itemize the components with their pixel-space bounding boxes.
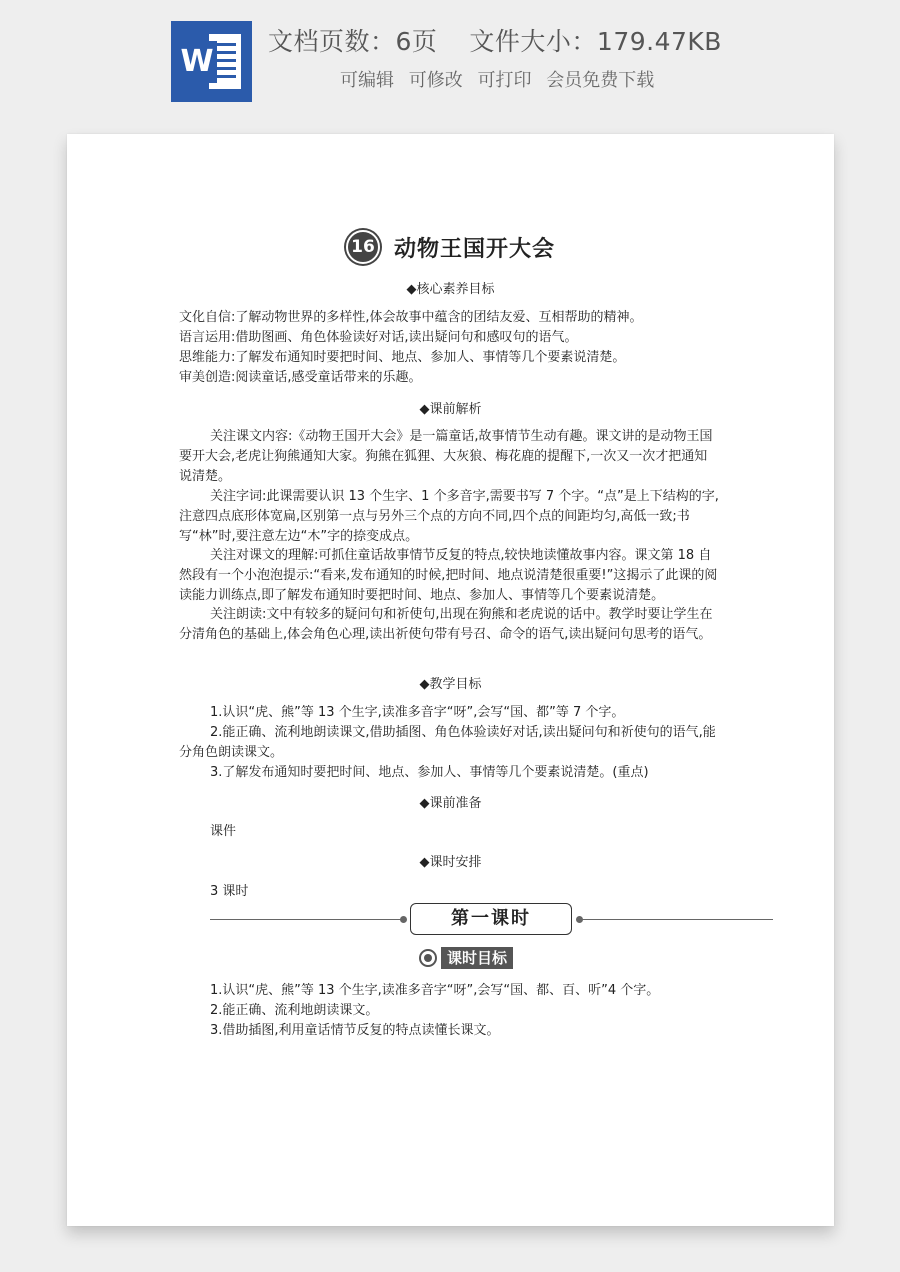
goal-item: 3.了解发布通知时要把时间、地点、参加人、事情等几个要素说清楚。(重点) xyxy=(210,765,649,780)
banner-rule-right xyxy=(582,919,773,920)
core-line: 审美创造:阅读童话,感受童话带来的乐趣。 xyxy=(179,370,422,385)
document-page xyxy=(67,134,834,1226)
first-lesson-title: 第一课时 xyxy=(410,903,572,935)
word-document-icon xyxy=(171,21,252,102)
lesson-target-label: 课时目标 xyxy=(441,947,513,969)
lesson-title: 动物王国开大会 xyxy=(393,236,555,262)
lesson-goal-item: 1.认识“虎、熊”等 13 个生字,读准多音字“呀”,会写“国、都、百、听”4 个字。 xyxy=(210,983,660,998)
document-stats xyxy=(268,22,722,58)
lesson-goal-item: 2.能正确、流利地朗读课文。 xyxy=(210,1003,379,1018)
page-count: 文档页数：6页 xyxy=(268,27,438,56)
goal-item: 2.能正确、流利地朗读课文,借助插图、角色体验读好对话,读出疑问句和祈使句的语气,能分角色朗读课文。 xyxy=(179,725,716,760)
analysis-paragraph: 关注对课文的理解:可抓住童话故事情节反复的特点,较快地读懂故事内容。课文第 18 自然段有一个小泡泡提示:“看来,发布通知的时候,把时间、地点说清楚很重要!”这揭示了此课的阅读能力训练点,即了解发布通知时要把时间、地点、参加人、事情等几个要素说清楚。 xyxy=(179,548,718,603)
file-size: 文件大小：179.47KB xyxy=(469,27,722,56)
prep-text: 课件 xyxy=(210,824,237,839)
section-heading-analysis: ◆课前解析 xyxy=(419,402,482,417)
core-line: 文化自信:了解动物世界的多样性,体会故事中蕴含的团结友爱、互相帮助的精神。 xyxy=(179,310,643,325)
section-heading-goals: ◆教学目标 xyxy=(419,677,482,692)
banner-dot-left xyxy=(400,916,407,923)
feature-modifiable: 可修改 xyxy=(408,70,463,91)
feature-printable: 可打印 xyxy=(477,70,532,91)
first-lesson-banner xyxy=(210,903,773,937)
analysis-paragraph: 关注字词:此课需要认识 13 个生字、1 个多音字,需要书写 7 个字。“点”是上下结构的字,注意四点底形体宽扁,区别第一点与另外三个点的方向不同,四个点的间距均匀,高低一致;书写“林”时,要注意左边“木”字的捺变成点。 xyxy=(179,489,719,544)
core-line: 思维能力:了解发布通知时要把时间、地点、参加人、事情等几个要素说清楚。 xyxy=(179,350,626,365)
target-icon xyxy=(419,949,437,967)
lesson-target-tag xyxy=(419,946,513,970)
document-info-header xyxy=(0,0,900,120)
lesson-title-row xyxy=(67,230,834,264)
schedule-text: 3 课时 xyxy=(210,884,249,899)
feature-list xyxy=(340,66,663,92)
word-icon-letter: W xyxy=(177,41,217,83)
analysis-paragraph: 关注课文内容:《动物王国开大会》是一篇童话,故事情节生动有趣。课文讲的是动物王国要开大会,老虎让狗熊通知大家。狗熊在狐狸、大灰狼、梅花鹿的提醒下,一次又一次才把通知说清楚。 xyxy=(179,429,713,484)
section-heading-schedule: ◆课时安排 xyxy=(419,855,482,870)
feature-member-download: 会员免费下载 xyxy=(546,70,655,91)
banner-rule-left xyxy=(210,919,406,920)
section-heading-prep: ◆课前准备 xyxy=(419,796,482,811)
analysis-paragraph: 关注朗读:文中有较多的疑问句和祈使句,出现在狗熊和老虎说的话中。教学时要让学生在分清角色的基础上,体会角色心理,读出祈使句带有号召、命令的语气,读出疑问句思考的语气。 xyxy=(179,607,713,642)
lesson-number-badge: 16 xyxy=(346,230,380,264)
core-line: 语言运用:借助图画、角色体验读好对话,读出疑问句和感叹句的语气。 xyxy=(179,330,578,345)
section-heading-core: ◆核心素养目标 xyxy=(406,282,495,297)
feature-editable: 可编辑 xyxy=(340,70,394,91)
goal-item: 1.认识“虎、熊”等 13 个生字,读准多音字“呀”,会写“国、都”等 7 个字。 xyxy=(210,705,625,720)
lesson-goal-item: 3.借助插图,利用童话情节反复的特点读懂长课文。 xyxy=(210,1023,500,1038)
